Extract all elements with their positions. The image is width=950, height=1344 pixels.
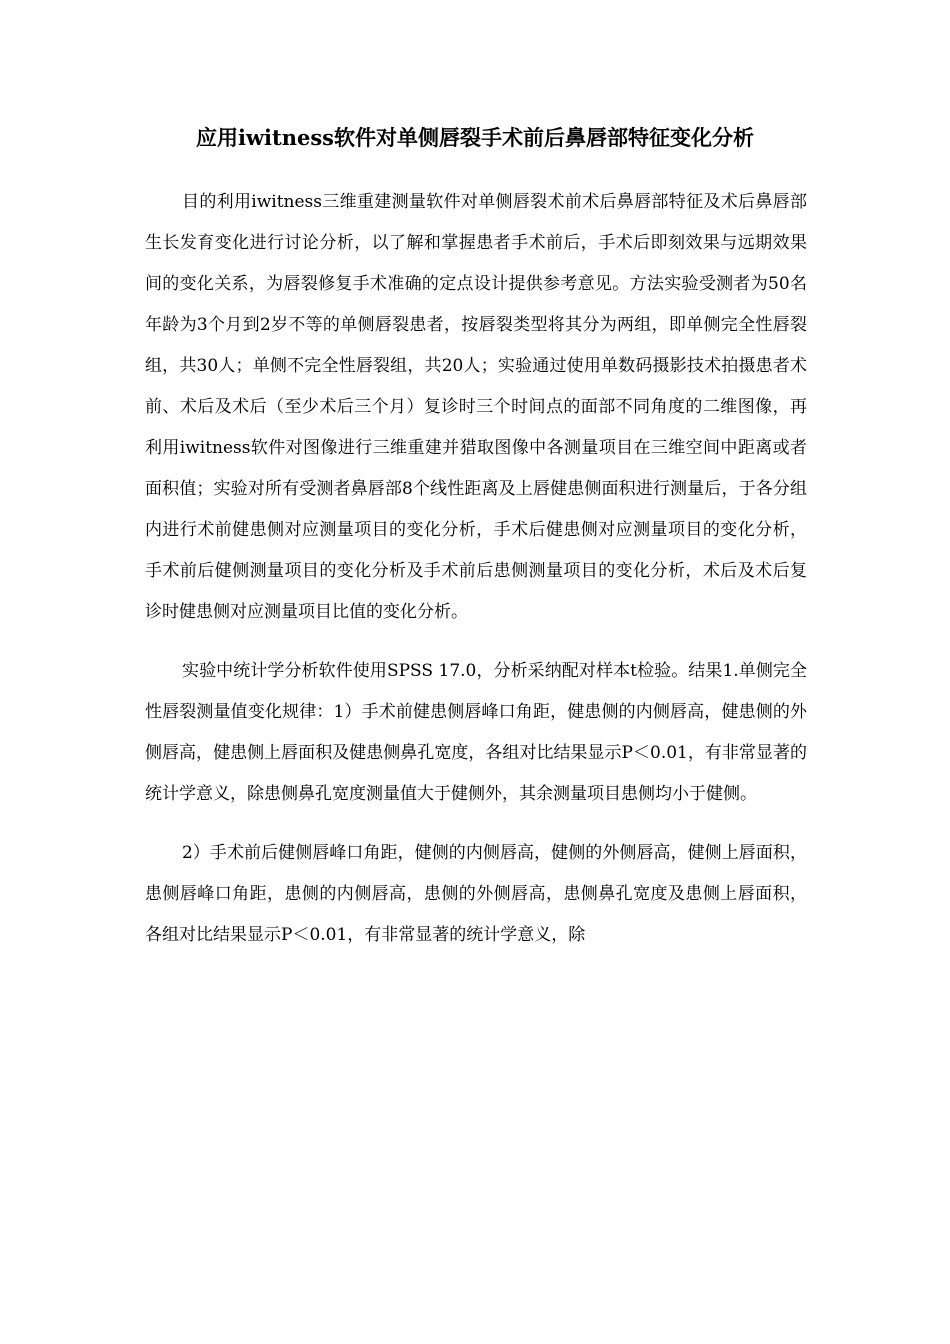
paragraph-results-2: 2）手术前后健侧唇峰口角距，健侧的内侧唇高，健侧的外侧唇高，健侧上唇面积，患侧唇峰口角距，患侧的内侧唇高，患侧的外侧唇高，患侧鼻孔宽度及患侧上唇面积，各组对比结果显示P＜0.01，有非常显著的统计学意义，除 [145,843,807,945]
paragraph-objective-methods: 目的利用iwitness三维重建测量软件对单侧唇裂术前术后鼻唇部特征及术后鼻唇部生长发育变化进行讨论分析，以了解和掌握患者手术前后，手术后即刻效果与远期效果间的变化关系，为唇裂修复手术准确的定点设计提供参考意见。方法实验受测者为50名年龄为3个月到2岁不等的单侧唇裂患者，按唇裂类型将其分为两组，即单侧完全性唇裂组，共30人；单侧不完全性唇裂组，共20人；实验通过使用单数码摄影技术拍摄患者术前、术后及术后（至少术后三个月）复诊时三个时间点的面部不同角度的二维图像，再利用iwitness软件对图像进行三维重建并猎取图像中各测量项目在三维空间中距离或者面积值；实验对所有受测者鼻唇部8个线性距离及上唇健患侧面积进行测量后，于各分组内进行术前健患侧对应测量项目的变化分析，手术后健患侧对应测量项目的变化分析，手术前后健侧测量项目的变化分析及手术前后患侧测量项目的变化分析，术后及术后复诊时健患侧对应测量项目比值的变化分析。 [145,192,807,622]
document-title: 应用iwitness软件对单侧唇裂手术前后鼻唇部特征变化分析 [195,125,754,150]
paragraph-statistics-results: 实验中统计学分析软件使用SPSS 17.0，分析采纳配对样本t检验。结果1.单侧完全性唇裂测量值变化规律：1）手术前健患侧唇峰口角距，健患侧的内侧唇高，健患侧的外侧唇高，健患侧上唇面积及健患侧鼻孔宽度，各组对比结果显示P＜0.01，有非常显著的统计学意义，除患侧鼻孔宽度测量值大于健侧外，其余测量项目患侧均小于健侧。 [145,661,807,804]
document-body [145,182,807,974]
